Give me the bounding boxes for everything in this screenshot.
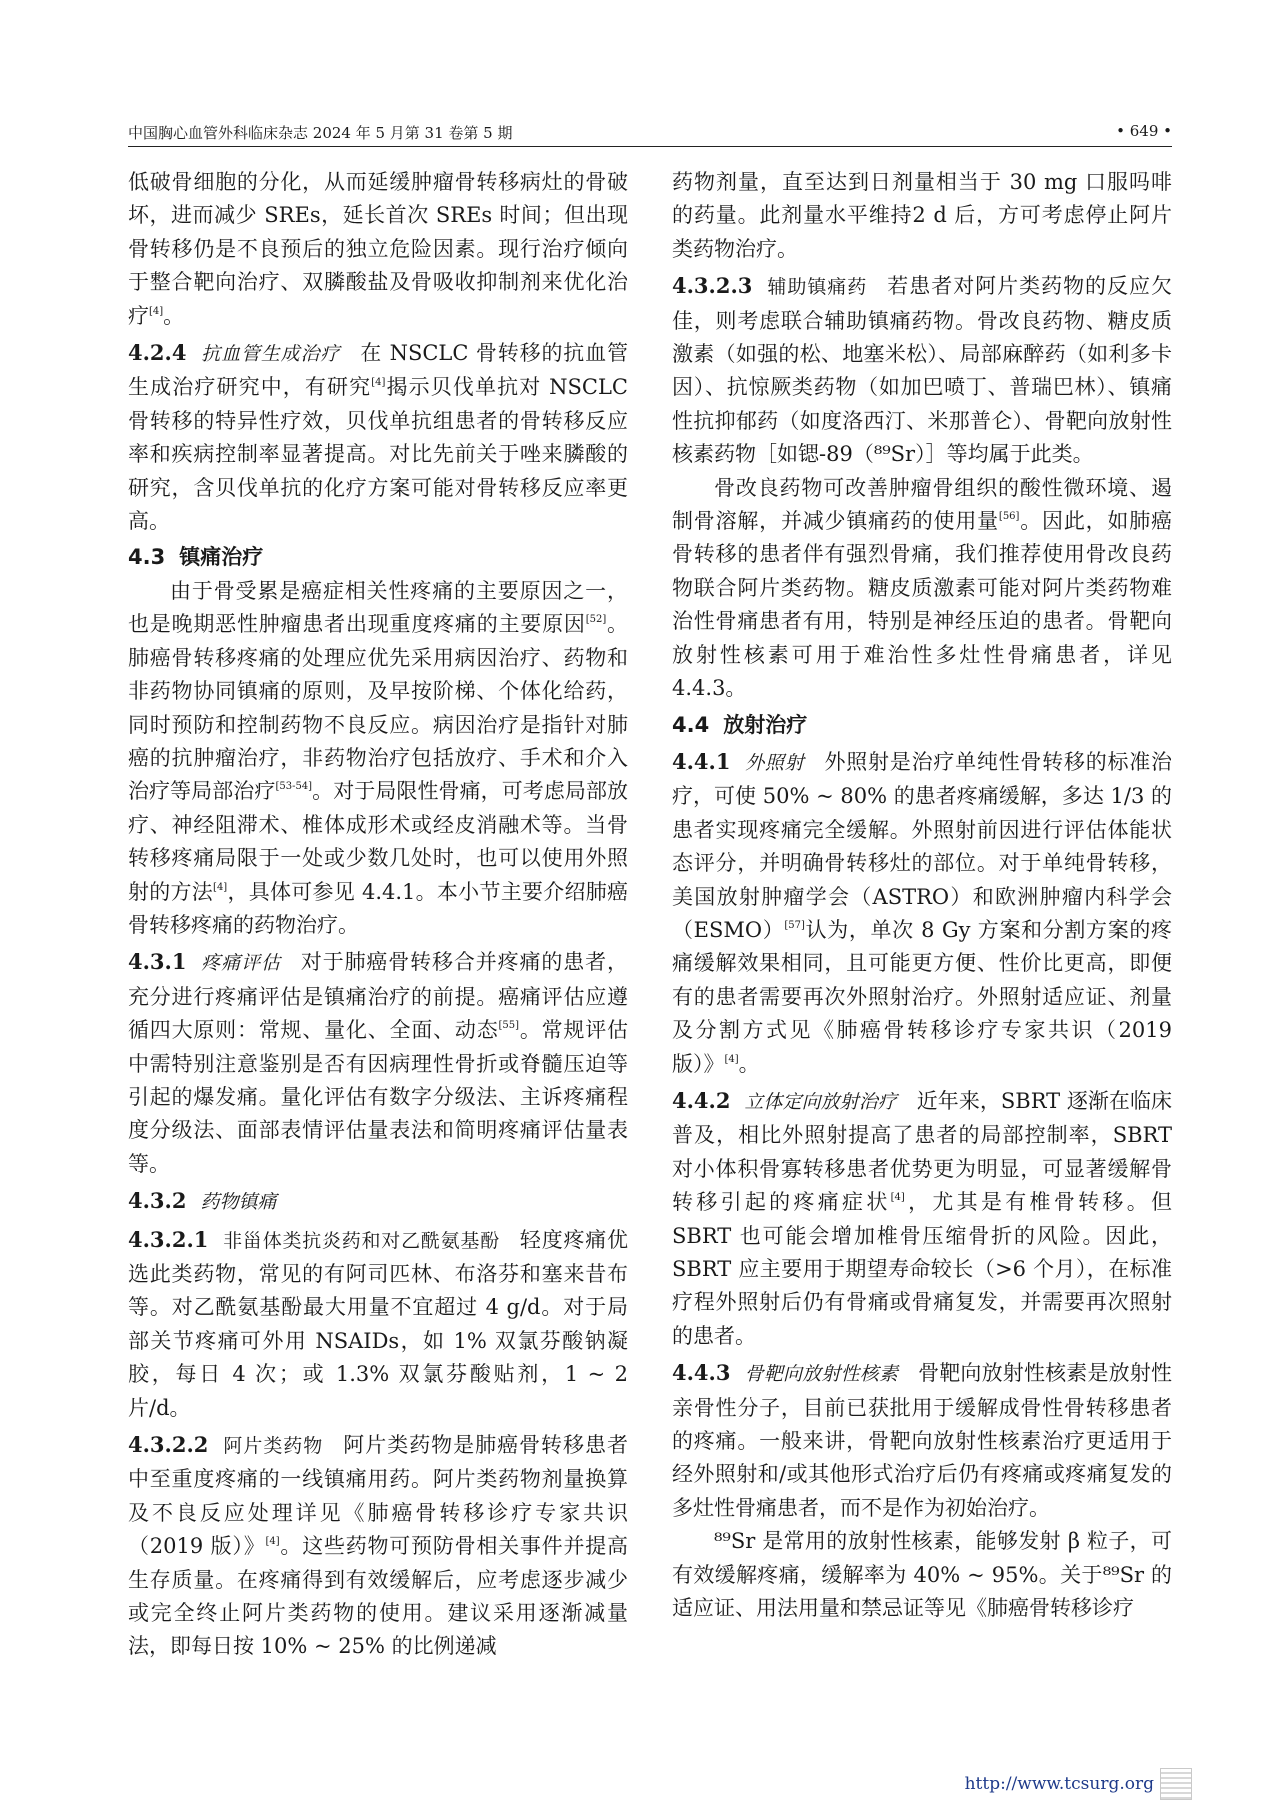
citation-ref: [4] bbox=[890, 1192, 905, 1204]
subsection-number: 4.4.1 bbox=[672, 748, 731, 774]
body-text: 。 bbox=[163, 303, 185, 328]
body-text: ，尤其是有椎骨转移。但 SBRT 也可能会增加椎骨压缩骨折的风险。因此，SBRT 应主要用于期望寿命较长（>6 个月），在标准疗程外照射后仍有骨痛或骨痛复发，并需要再次照射的患者。 bbox=[672, 1190, 1173, 1348]
paragraph bbox=[672, 1525, 1172, 1625]
subsection-number: 4.3.2.3 bbox=[672, 273, 753, 299]
right-column bbox=[672, 166, 1172, 1625]
citation-ref: [4] bbox=[724, 1053, 739, 1065]
body-text: 骨靶向放射性核素是放射性亲骨性分子，目前已获批用于缓解成骨性骨转移患者的疼痛。一般来讲，骨靶向放射性核素治疗更适用于经外照射和/或其他形式治疗后仍有疼痛或疼痛复发的多灶性骨痛患者，而不是作为初始治疗。 bbox=[672, 1361, 1172, 1520]
subsection-paragraph bbox=[128, 945, 628, 1181]
left-column bbox=[128, 166, 628, 1664]
citation-ref: [4] bbox=[213, 881, 228, 893]
subsection-number: 4.3.1 bbox=[128, 949, 187, 975]
section-heading bbox=[672, 709, 1172, 742]
citation-ref: [55] bbox=[498, 1020, 520, 1032]
citation-ref: [4] bbox=[149, 305, 164, 317]
subsection-title: 疼痛评估 bbox=[200, 952, 281, 975]
subsection-number: 4.3.2.1 bbox=[128, 1226, 209, 1252]
body-text: 低破骨细胞的分化，从而延缓肿瘤骨转移病灶的骨破坏，进而减少 SREs，延长首次 SREs 时间；但出现骨转移仍是不良预后的独立危险因素。现行治疗倾向于整合靶向治疗、双膦酸盐及骨吸收抑制剂来优化治疗 bbox=[128, 170, 628, 328]
subsection-title: 抗血管生成治疗 bbox=[200, 343, 341, 366]
subsection-paragraph bbox=[672, 745, 1172, 1081]
body-text: 阿片类药物是肺癌骨转移患者中至重度疼痛的一线镇痛用药。阿片类药物剂量换算及不良反应处理详见《肺癌骨转移诊疗专家共识（2019 版）》 bbox=[128, 1433, 628, 1559]
body-text: 骨改良药物可改善肿瘤骨组织的酸性微环境、遏制骨溶解，并减少镇痛药的使用量 bbox=[672, 475, 1172, 534]
subsection-paragraph bbox=[672, 1356, 1172, 1525]
journal-logo-icon bbox=[1160, 1768, 1192, 1800]
body-text: 药物剂量，直至达到日剂量相当于 30 mg 口服吗啡的药量。此剂量水平维持2 d 后，方可考虑停止阿片类药物治疗。 bbox=[672, 170, 1172, 261]
body-text: 。因此，如肺癌骨转移的患者伴有强烈骨痛，我们推荐使用骨改良药物联合阿片类药物。糖皮质激素可能对阿片类药物难治性骨痛患者有用，特别是神经压迫的患者。骨靶向放射性核素可用于难治性多灶性骨痛患者，详见 4.4.3。 bbox=[672, 509, 1173, 701]
body-text: ⁸⁹Sr 是常用的放射性核素，能够发射 β 粒子，可有效缓解疼痛，缓解率为 40% ~ 95%。关于⁸⁹Sr 的适应证、用法用量和禁忌证等见《肺癌骨转移诊疗 bbox=[672, 1529, 1172, 1621]
subsection-paragraph bbox=[128, 336, 628, 538]
body-text: 。 bbox=[738, 1051, 760, 1076]
subsection-title: 骨靶向放射性核素 bbox=[744, 1363, 899, 1386]
subsection-paragraph bbox=[128, 1223, 628, 1425]
body-text: 。肺癌骨转移疼痛的处理应优先采用病因治疗、药物和非药物协同镇痛的原则，及早按阶梯、个体化给药，同时预防和控制药物不良反应。病因治疗是指针对肺癌的抗肿瘤治疗，非药物治疗包括放疗、手术和介入治疗等局部治疗 bbox=[128, 612, 629, 804]
body-text: 揭示贝伐单抗对 NSCLC 骨转移的特异性疗效，贝伐单抗组患者的骨转移反应率和疾病控制率显著提高。对比先前关于唑来膦酸的研究，含贝伐单抗的化疗方案可能对骨转移反应率更高。 bbox=[128, 375, 628, 534]
footer bbox=[965, 1768, 1192, 1800]
body-text: 在 NSCLC 骨转移的抗血管生成治疗研究中，有研究 bbox=[128, 341, 628, 400]
section-number: 4.3 bbox=[128, 545, 166, 570]
body-text: 近年来，SBRT 逐渐在临床普及，相比外照射提高了患者的局部控制率，SBRT 对小体积骨寡转移患者优势更为明显，可显著缓解骨转移引起的疼痛症状 bbox=[672, 1088, 1172, 1215]
citation-ref: [56] bbox=[998, 511, 1020, 523]
section-number: 4.4 bbox=[672, 712, 710, 737]
body-text: 若患者对阿片类药物的反应欠佳，则考虑联合辅助镇痛药物。骨改良药物、糖皮质激素（如强的松、地塞米松）、局部麻醉药（如利多卡因）、抗惊厥类药物（如加巴喷丁、普瑞巴林）、镇痛性抗抑郁药（如度洛西汀、米那普仑）、骨靶向放射性核素药物［如锶-89（⁸⁹Sr）］等均属于此类。 bbox=[672, 274, 1172, 467]
subsection-paragraph bbox=[672, 1084, 1172, 1353]
body-text: ，具体可参见 4.4.1。本小节主要介绍肺癌骨转移疼痛的药物治疗。 bbox=[128, 879, 629, 937]
paragraph bbox=[128, 166, 628, 333]
section-title: 放射治疗 bbox=[723, 712, 808, 737]
section-title: 镇痛治疗 bbox=[179, 545, 264, 570]
subsection-title: 外照射 bbox=[744, 751, 805, 774]
subsection-title: 立体定向放射治疗 bbox=[744, 1090, 897, 1113]
subsection-title: 阿片类药物 bbox=[222, 1435, 324, 1458]
subsection-paragraph bbox=[128, 1428, 628, 1664]
citation-ref: [52] bbox=[585, 614, 607, 626]
citation-ref: [4] bbox=[371, 377, 386, 389]
subsection-title: 辅助镇痛药 bbox=[766, 276, 868, 299]
body-text: 由于骨受累是癌症相关性疼痛的主要原因之一，也是晚期恶性肿瘤患者出现重度疼痛的主要原因 bbox=[128, 578, 628, 637]
subsection-number: 4.4.3 bbox=[672, 1360, 731, 1386]
body-text: 对于肺癌骨转移合并疼痛的患者，充分进行疼痛评估是镇痛治疗的前提。癌痛评估应遵循四大原则：常规、量化、全面、动态 bbox=[128, 950, 628, 1043]
page-number: • 649 • bbox=[1116, 122, 1172, 140]
subsection-number: 4.2.4 bbox=[128, 340, 187, 366]
paragraph bbox=[672, 472, 1172, 706]
section-heading bbox=[128, 541, 628, 574]
body-text: 。常规评估中需特别注意鉴别是否有因病理性骨折或脊髓压迫等引起的爆发痛。量化评估有数字分级法、主诉疼痛程度分级法、面部表情评估量表法和简明疼痛评估量表等。 bbox=[128, 1018, 629, 1176]
subsection-title: 药物镇痛 bbox=[200, 1191, 277, 1214]
body-text: 认为，单次 8 Gy 方案和分割方案的疼痛缓解效果相同，且可能更方便、性价比更高，即便有的患者需要再次外照射治疗。外照射适应证、剂量及分割方式见《肺癌骨转移诊疗专家共识（2019 版）》 bbox=[672, 917, 1172, 1076]
subsection-number: 4.3.2 bbox=[128, 1188, 187, 1214]
body-text: 。对于局限性骨痛，可考虑局部放疗、神经阻滞术、椎体成形术或经皮消融术等。当骨转移疼痛局限于一处或少数几处时，也可以使用外照射的方法 bbox=[128, 779, 629, 904]
citation-ref: [53-54] bbox=[275, 781, 313, 793]
body-text: 轻度疼痛优选此类药物，常见的有阿司匹林、布洛芬和塞来昔布等。对乙酰氨基酚最大用量不宜超过 4 g/d。对于局部关节疼痛可外用 NSAIDs，如 1% 双氯芬酸钠凝胶，每日 4 次；或 1.3% 双氯芬酸贴剂，1 ~ 2 片/d。 bbox=[128, 1227, 628, 1420]
subsection-paragraph bbox=[128, 1184, 628, 1219]
subsection-number: 4.3.2.2 bbox=[128, 1432, 209, 1458]
citation-ref: [4] bbox=[265, 1536, 280, 1548]
journal-title: 中国胸心血管外科临床杂志 2024 年 5 月第 31 卷第 5 期 bbox=[128, 124, 513, 142]
body-text: 外照射是治疗单纯性骨转移的标准治疗，可使 50% ~ 80% 的患者疼痛缓解，多达 1/3 的患者实现疼痛完全缓解。外照射前因进行评估体能状态评分，并明确骨转移灶的部位。对于单纯骨转移，美国放射肿瘤学会（ASTRO）和欧洲肿瘤内科学会（ESMO） bbox=[672, 749, 1172, 942]
citation-ref: [57] bbox=[784, 919, 805, 931]
running-header bbox=[128, 118, 1172, 147]
journal-url-link[interactable]: http://www.tcsurg.org bbox=[964, 1774, 1154, 1794]
paragraph bbox=[672, 166, 1172, 266]
paragraph bbox=[128, 575, 628, 942]
subsection-title: 非甾体类抗炎药和对乙酰氨基酚 bbox=[222, 1229, 500, 1252]
subsection-number: 4.4.2 bbox=[672, 1087, 731, 1113]
body-text: 。这些药物可预防骨相关事件并提高生存质量。在疼痛得到有效缓解后，应考虑逐步减少或完全终止阿片类药物的使用。建议采用逐渐减量法，即每日按 10% ~ 25% 的比例递减 bbox=[128, 1534, 629, 1659]
subsection-paragraph bbox=[672, 269, 1172, 471]
